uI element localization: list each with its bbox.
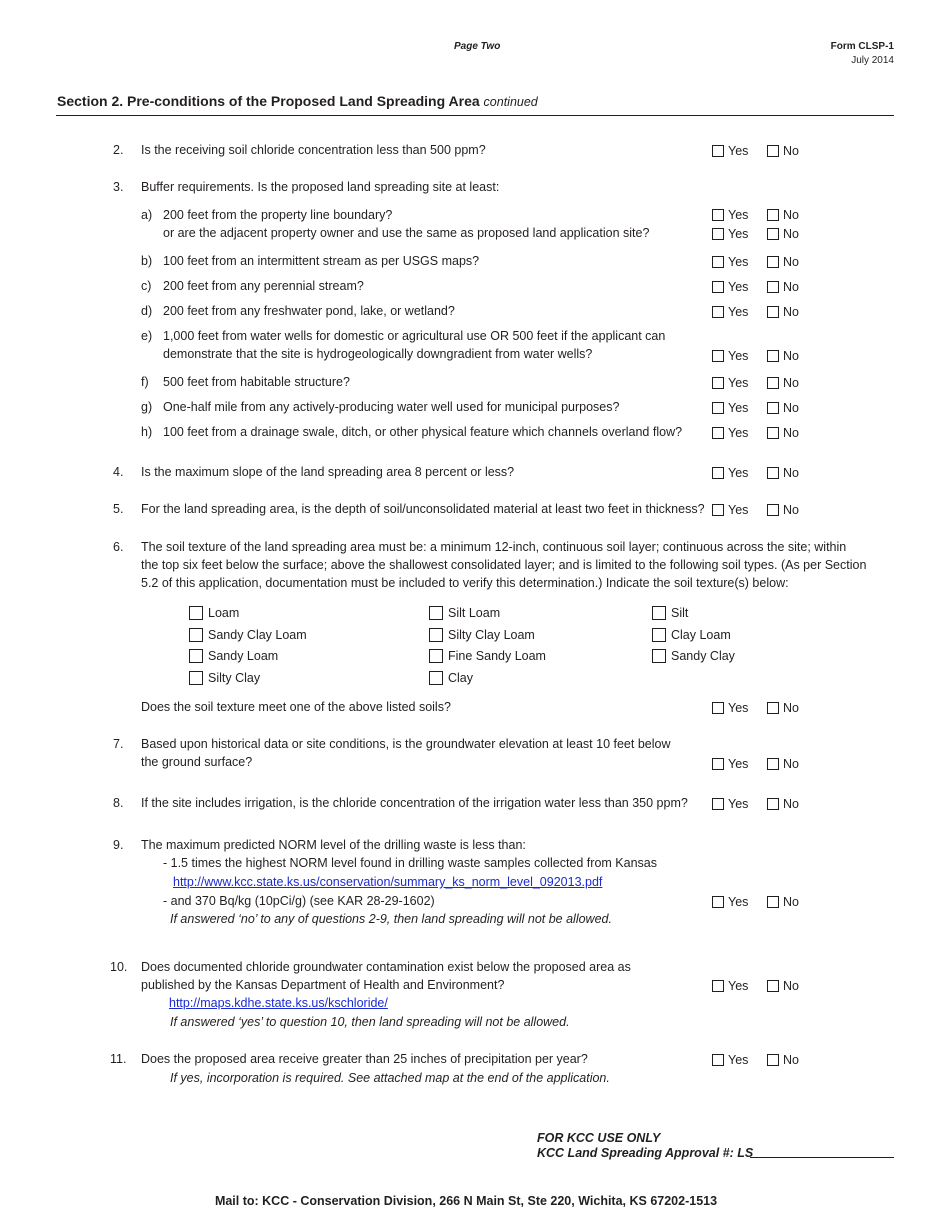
q3g-no-checkbox[interactable] — [767, 402, 779, 414]
q6-no-label: No — [783, 701, 799, 715]
q3b-no-checkbox[interactable] — [767, 256, 779, 268]
q5-yes[interactable] — [712, 502, 748, 518]
q3f-no-checkbox[interactable] — [767, 377, 779, 389]
q4-text: Is the maximum slope of the land spreading area 8 percent or less? — [141, 465, 515, 479]
q3e-no[interactable] — [767, 348, 799, 364]
q2-no[interactable] — [767, 143, 799, 159]
q10-yes[interactable] — [712, 978, 748, 994]
q3b-no-label: No — [783, 255, 799, 269]
soil-clay-checkbox[interactable] — [429, 671, 443, 685]
q11-number: 11. — [110, 1052, 127, 1066]
kcc-approval-label: KCC Land Spreading Approval #: LS — [537, 1146, 754, 1160]
soil-sandy-clay-label: Sandy Clay — [671, 649, 735, 663]
q3b-no[interactable] — [767, 254, 799, 270]
q3a2-yes-label: Yes — [728, 227, 749, 241]
q11-text: Does the proposed area receive greater than 25 inches of precipitation per year? — [141, 1052, 588, 1066]
soil-sandy-loam[interactable] — [189, 648, 278, 664]
q7-yes[interactable] — [712, 756, 748, 772]
q11-yes-label: Yes — [728, 1053, 749, 1067]
q3e-line2: demonstrate that the site is hydrogeologically downgradient from water wells? — [163, 347, 593, 361]
q10-yes-label: Yes — [728, 979, 749, 993]
q3f-yes[interactable] — [712, 375, 748, 391]
q9-yes-label: Yes — [728, 895, 749, 909]
q3h-no-label: No — [783, 426, 799, 440]
q7-yes-checkbox[interactable] — [712, 758, 724, 770]
q7-no-label: No — [783, 757, 799, 771]
q3d-no-checkbox[interactable] — [767, 306, 779, 318]
q9-yes[interactable] — [712, 894, 748, 910]
q3a-line2: or are the adjacent property owner and use the same as proposed land application site? — [163, 226, 650, 240]
q2-text: Is the receiving soil chloride concentration less than 500 ppm? — [141, 143, 486, 157]
q10-no-label: No — [783, 979, 799, 993]
q11-no[interactable] — [767, 1052, 799, 1068]
q3g-yes[interactable] — [712, 400, 748, 416]
soil-fine-sandy-loam-label: Fine Sandy Loam — [448, 649, 546, 663]
q6-line1: The soil texture of the land spreading area must be: a minimum 12-inch, continuous soil layer; continuous across the site; within — [141, 540, 847, 554]
q10-number: 10. — [110, 960, 128, 974]
q6-yes-label: Yes — [728, 701, 749, 715]
q3b-yes[interactable] — [712, 254, 748, 270]
soil-silt-label: Silt — [671, 606, 689, 620]
q3f-letter: f) — [141, 375, 149, 389]
q8-number: 8. — [113, 796, 124, 810]
q10-no[interactable] — [767, 978, 799, 994]
q4-no[interactable] — [767, 465, 799, 481]
q11-no-checkbox[interactable] — [767, 1054, 779, 1066]
q3a-yes-checkbox[interactable] — [712, 209, 724, 221]
q3f-yes-label: Yes — [728, 376, 749, 390]
q4-yes-checkbox[interactable] — [712, 467, 724, 479]
soil-loam[interactable] — [189, 605, 239, 621]
q3b-yes-label: Yes — [728, 255, 749, 269]
q8-no[interactable] — [767, 796, 799, 812]
soil-sandy-clay[interactable] — [652, 648, 735, 664]
q3e-yes-label: Yes — [728, 349, 749, 363]
q3a2-yes-checkbox[interactable] — [712, 228, 724, 240]
q3b-letter: b) — [141, 254, 153, 268]
q4-no-label: No — [783, 466, 799, 480]
q6-followup: Does the soil texture meet one of the above listed soils? — [141, 700, 451, 714]
q3c-yes-label: Yes — [728, 280, 749, 294]
q3f-yes-checkbox[interactable] — [712, 377, 724, 389]
q3b-text: 100 feet from an intermittent stream as per USGS maps? — [163, 254, 480, 268]
section-title — [57, 93, 538, 109]
q3f-no[interactable] — [767, 375, 799, 391]
q6-no-checkbox[interactable] — [767, 702, 779, 714]
q6-no[interactable] — [767, 700, 799, 716]
q9-note: If answered ‘no’ to any of questions 2-9, then land spreading will not be allowed. — [170, 912, 612, 926]
mail-to: Mail to: KCC - Conservation Division, 266 N Main St, Ste 220, Wichita, KS 67202-1513 — [214, 1194, 718, 1208]
q3d-text: 200 feet from any freshwater pond, lake, or wetland? — [163, 304, 455, 318]
norm-level-link[interactable]: http://www.kcc.state.ks.us/conservation/summary_ks_norm_level_092013.pdf — [173, 875, 603, 889]
q3h-letter: h) — [141, 425, 153, 439]
q6-yes[interactable] — [712, 700, 748, 716]
q9-no-checkbox[interactable] — [767, 896, 779, 908]
soil-sandy-loam-checkbox[interactable] — [189, 649, 203, 663]
soil-loam-label: Loam — [208, 606, 240, 620]
soil-sandy-clay-checkbox[interactable] — [652, 649, 666, 663]
q4-yes-label: Yes — [728, 466, 749, 480]
q3g-yes-label: Yes — [728, 401, 749, 415]
q6-line2: the top six feet below the surface; above the shallowest consolidated layer; and is limited to the following soil types. (As per Section — [141, 558, 867, 572]
q3g-yes-checkbox[interactable] — [712, 402, 724, 414]
q3b-yes-checkbox[interactable] — [712, 256, 724, 268]
soil-silty-clay-checkbox[interactable] — [189, 671, 203, 685]
q3d-letter: d) — [141, 304, 153, 318]
q3c-no[interactable] — [767, 279, 799, 295]
q2-yes[interactable] — [712, 143, 748, 159]
soil-silty-clay-loam[interactable] — [429, 627, 535, 643]
q8-no-label: No — [783, 797, 799, 811]
q3d-yes-label: Yes — [728, 305, 749, 319]
q3c-yes-checkbox[interactable] — [712, 281, 724, 293]
q3c-yes[interactable] — [712, 279, 748, 295]
section-title-text: Section 2. Pre-conditions of the Proposed Land Spreading Area — [57, 93, 480, 109]
q3g-text: One-half mile from any actively-producing water well used for municipal purposes? — [163, 400, 620, 414]
q3e-yes[interactable] — [712, 348, 748, 364]
q2-no-checkbox[interactable] — [767, 145, 779, 157]
q5-yes-checkbox[interactable] — [712, 504, 724, 516]
q5-text: For the land spreading area, is the depth of soil/unconsolidated material at least two feet in thickness? — [141, 502, 705, 516]
q7-number: 7. — [113, 737, 124, 751]
q3f-no-label: No — [783, 376, 799, 390]
soil-sandy-clay-loam-label: Sandy Clay Loam — [208, 628, 307, 642]
q3d-no-label: No — [783, 305, 799, 319]
q9-line3: - and 370 Bq/kg (10pCi/g) (see KAR 28-29-1602) — [163, 894, 435, 908]
q9-line2: - 1.5 times the highest NORM level found in drilling waste samples collected from Kansas — [163, 856, 657, 870]
q10-line1: Does documented chloride groundwater contamination exist below the proposed area as — [141, 960, 631, 974]
q7-line2: the ground surface? — [141, 755, 253, 769]
soil-silty-clay-loam-checkbox[interactable] — [429, 628, 443, 642]
soil-silt-loam-checkbox[interactable] — [429, 606, 443, 620]
q3a2-no-label: No — [783, 227, 799, 241]
soil-clay-loam[interactable] — [652, 627, 731, 643]
q6-yes-checkbox[interactable] — [712, 702, 724, 714]
soil-fine-sandy-loam[interactable] — [429, 648, 546, 664]
q7-yes-label: Yes — [728, 757, 749, 771]
section-rule — [56, 115, 894, 116]
q5-no-checkbox[interactable] — [767, 504, 779, 516]
soil-silt-checkbox[interactable] — [652, 606, 666, 620]
soil-sandy-loam-label: Sandy Loam — [208, 649, 279, 663]
q11-note: If yes, incorporation is required. See attached map at the end of the application. — [170, 1071, 610, 1085]
q3h-yes[interactable] — [712, 425, 748, 441]
q2-yes-label: Yes — [728, 144, 749, 158]
q4-yes[interactable] — [712, 465, 748, 481]
page-label: Page Two — [454, 41, 501, 52]
q3g-letter: g) — [141, 400, 153, 414]
q3h-no-checkbox[interactable] — [767, 427, 779, 439]
q5-number: 5. — [113, 502, 124, 516]
q10-yes-checkbox[interactable] — [712, 980, 724, 992]
q6-number: 6. — [113, 540, 124, 554]
q3a2-no[interactable] — [767, 226, 799, 242]
q7-no[interactable] — [767, 756, 799, 772]
q5-no[interactable] — [767, 502, 799, 518]
q3d-yes[interactable] — [712, 304, 748, 320]
soil-silt-loam[interactable] — [429, 605, 500, 621]
q5-yes-label: Yes — [728, 503, 749, 517]
q3e-no-checkbox[interactable] — [767, 350, 779, 362]
q2-number: 2. — [113, 143, 124, 157]
q3c-no-label: No — [783, 280, 799, 294]
q8-yes-checkbox[interactable] — [712, 798, 724, 810]
q2-yes-checkbox[interactable] — [712, 145, 724, 157]
q3a2-yes[interactable] — [712, 226, 748, 242]
q3g-no[interactable] — [767, 400, 799, 416]
form-id: Form CLSP-1 — [830, 41, 894, 52]
soil-clay-label: Clay — [448, 671, 474, 685]
q8-yes-label: Yes — [728, 797, 749, 811]
q3-text: Buffer requirements. Is the proposed land spreading site at least: — [141, 180, 500, 194]
q9-line1: The maximum predicted NORM level of the drilling waste is less than: — [141, 838, 526, 852]
q3a-yes[interactable] — [712, 207, 748, 223]
q7-line1: Based upon historical data or site conditions, is the groundwater elevation at least 10 feet below — [141, 737, 671, 751]
kschloride-link[interactable]: http://maps.kdhe.state.ks.us/kschloride/ — [169, 996, 388, 1010]
q3c-text: 200 feet from any perennial stream? — [163, 279, 364, 293]
q11-yes[interactable] — [712, 1052, 748, 1068]
q2-no-label: No — [783, 144, 799, 158]
q9-no[interactable] — [767, 894, 799, 910]
q9-number: 9. — [113, 838, 124, 852]
soil-silty-clay[interactable] — [189, 670, 260, 686]
q5-no-label: No — [783, 503, 799, 517]
soil-silty-clay-loam-label: Silty Clay Loam — [448, 628, 535, 642]
q3a-no-label: No — [783, 208, 799, 222]
q3h-no[interactable] — [767, 425, 799, 441]
soil-silt-loam-label: Silt Loam — [448, 606, 501, 620]
q3g-no-label: No — [783, 401, 799, 415]
q3-number: 3. — [113, 180, 124, 194]
q4-no-checkbox[interactable] — [767, 467, 779, 479]
q3e-yes-checkbox[interactable] — [712, 350, 724, 362]
q3e-line1: 1,000 feet from water wells for domestic or agricultural use OR 500 feet if the applicant can — [163, 329, 666, 343]
q3a2-no-checkbox[interactable] — [767, 228, 779, 240]
q11-yes-checkbox[interactable] — [712, 1054, 724, 1066]
kcc-use-only: FOR KCC USE ONLY — [537, 1131, 661, 1145]
q11-no-label: No — [783, 1053, 799, 1067]
soil-fine-sandy-loam-checkbox[interactable] — [429, 649, 443, 663]
q3f-text: 500 feet from habitable structure? — [163, 375, 350, 389]
q10-note: If answered ‘yes’ to question 10, then land spreading will not be allowed. — [170, 1015, 570, 1029]
q3d-yes-checkbox[interactable] — [712, 306, 724, 318]
soil-clay-loam-label: Clay Loam — [671, 628, 731, 642]
soil-sandy-clay-loam-checkbox[interactable] — [189, 628, 203, 642]
soil-clay-loam-checkbox[interactable] — [652, 628, 666, 642]
q7-no-checkbox[interactable] — [767, 758, 779, 770]
soil-silty-clay-label: Silty Clay — [208, 671, 261, 685]
soil-sandy-clay-loam[interactable] — [189, 627, 307, 643]
section-continued: continued — [483, 95, 538, 109]
q3h-yes-checkbox[interactable] — [712, 427, 724, 439]
kcc-approval-field[interactable] — [750, 1157, 894, 1158]
q3a-no[interactable] — [767, 207, 799, 223]
q3a-line1: 200 feet from the property line boundary? — [163, 208, 393, 222]
q6-line3: 5.2 of this application, documentation must be included to verify this determination.) Indicate the soil texture(s) below: — [141, 576, 789, 590]
q9-no-label: No — [783, 895, 799, 909]
q3a-letter: a) — [141, 208, 153, 222]
q8-text: If the site includes irrigation, is the chloride concentration of the irrigation water less than 350 ppm? — [141, 796, 688, 810]
soil-clay[interactable] — [429, 670, 473, 686]
q3e-letter: e) — [141, 329, 153, 343]
q10-no-checkbox[interactable] — [767, 980, 779, 992]
soil-silt[interactable] — [652, 605, 688, 621]
q3a-yes-label: Yes — [728, 208, 749, 222]
form-date: July 2014 — [851, 55, 894, 66]
q3c-no-checkbox[interactable] — [767, 281, 779, 293]
q3c-letter: c) — [141, 279, 152, 293]
q3a-no-checkbox[interactable] — [767, 209, 779, 221]
q3e-no-label: No — [783, 349, 799, 363]
soil-loam-checkbox[interactable] — [189, 606, 203, 620]
q3d-no[interactable] — [767, 304, 799, 320]
q3h-text: 100 feet from a drainage swale, ditch, or other physical feature which channels overland flow? — [163, 425, 683, 439]
q8-no-checkbox[interactable] — [767, 798, 779, 810]
q4-number: 4. — [113, 465, 124, 479]
q3h-yes-label: Yes — [728, 426, 749, 440]
q10-line2: published by the Kansas Department of Health and Environment? — [141, 978, 505, 992]
q8-yes[interactable] — [712, 796, 748, 812]
q9-yes-checkbox[interactable] — [712, 896, 724, 908]
